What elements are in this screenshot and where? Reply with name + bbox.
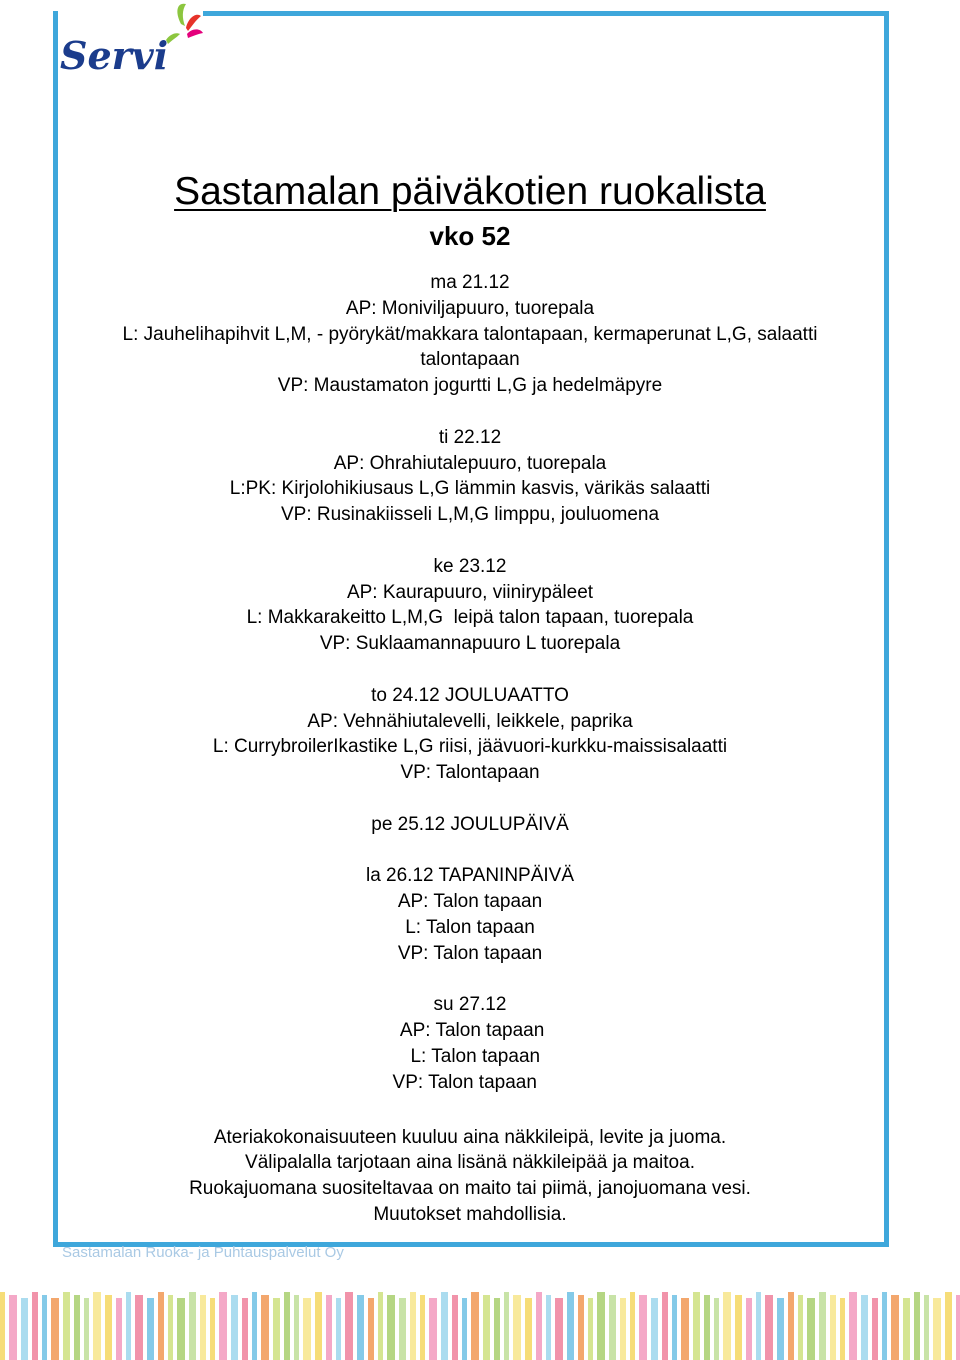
- meal-line: VP: Talontapaan: [400, 762, 540, 784]
- stripe: [546, 1295, 551, 1360]
- stripe: [471, 1292, 479, 1360]
- meal-line: VP: Talon tapaan: [392, 1071, 548, 1093]
- stripe: [387, 1295, 395, 1360]
- stripe: [368, 1298, 374, 1360]
- stripe: [168, 1295, 173, 1360]
- day-heading: ma 21.12: [430, 272, 510, 293]
- stripe: [639, 1295, 647, 1360]
- note-line: Ateriakokonaisuuteen kuuluu aina näkkileipä, levite ja juoma.: [213, 1126, 727, 1148]
- stripe: [84, 1298, 89, 1360]
- stripe: [746, 1298, 752, 1360]
- stripe: [494, 1298, 500, 1360]
- week-number: vko 52: [429, 221, 511, 251]
- stripe: [756, 1292, 761, 1360]
- stripe: [105, 1295, 112, 1360]
- day-section: [63, 683, 877, 786]
- stripe: [315, 1292, 322, 1360]
- stripe: [273, 1298, 280, 1360]
- stripe: [32, 1292, 38, 1360]
- day-heading: ke 23.12: [433, 555, 507, 577]
- day-section: [63, 554, 877, 657]
- stripe: [578, 1295, 584, 1360]
- stripe: [597, 1292, 605, 1360]
- stripe: [326, 1295, 332, 1360]
- stripe: [336, 1298, 341, 1360]
- stripe: [0, 1292, 5, 1360]
- stripe: [74, 1295, 80, 1360]
- meal-line: L: CurrybroilerIkastike L,G riisi, jäävuori-kurkku-maissisalaatti: [212, 736, 728, 758]
- meal-line: VP: Maustamaton jogurtti L,G ja hedelmäpyre: [277, 375, 663, 397]
- stripe: [303, 1298, 311, 1360]
- day-heading: ti 22.12: [438, 426, 502, 448]
- stripe: [63, 1292, 70, 1360]
- stripe: [840, 1298, 845, 1360]
- stripe: [849, 1292, 857, 1360]
- stripe: [177, 1298, 185, 1360]
- stripe: [345, 1292, 353, 1360]
- stripe: [452, 1295, 458, 1360]
- stripe: [723, 1292, 731, 1360]
- decorative-stripes: [0, 1292, 960, 1360]
- stripe: [525, 1298, 532, 1360]
- day-heading: pe 25.12 JOULUPÄIVÄ: [371, 813, 569, 835]
- stripe: [630, 1292, 635, 1360]
- day-list: [63, 270, 877, 1096]
- day-heading: su 27.12: [433, 994, 507, 1016]
- stripe: [788, 1292, 794, 1360]
- stripe: [51, 1298, 59, 1360]
- day-section: [63, 270, 877, 399]
- stripe: [399, 1298, 406, 1360]
- day-heading: la 26.12 TAPANINPÄIVÄ: [365, 865, 575, 887]
- footer-company-name: Sastamalan Ruoka- ja Puhtauspalvelut Oy: [62, 1244, 344, 1261]
- stripe: [504, 1292, 509, 1360]
- meal-line: AP: Vehnähiutalevelli, leikkele, paprika: [307, 710, 633, 732]
- stripe: [693, 1292, 700, 1360]
- stripe: [357, 1295, 364, 1360]
- stripe: [798, 1295, 803, 1360]
- stripe: [609, 1295, 616, 1360]
- note-line: Muutokset mahdollisia.: [373, 1203, 567, 1225]
- stripe: [882, 1292, 887, 1360]
- stripe: [861, 1295, 868, 1360]
- note-line: Välipalalla tarjotaan aina lisänä näkkileipää ja maitoa.: [245, 1152, 695, 1174]
- stripe: [231, 1295, 238, 1360]
- stripe: [714, 1298, 719, 1360]
- stripe: [672, 1295, 677, 1360]
- day-section: [63, 863, 877, 966]
- meal-line: VP: Talon tapaan: [397, 942, 543, 964]
- stripe: [93, 1292, 101, 1360]
- stripe: [116, 1298, 122, 1360]
- stripe: [651, 1298, 658, 1360]
- meal-line: VP: Suklaamannapuuro L tuorepala: [319, 633, 621, 655]
- stripe: [410, 1292, 416, 1360]
- meal-line: AP: Talon tapaan: [397, 891, 543, 913]
- stripe: [200, 1295, 206, 1360]
- day-section: [63, 425, 877, 528]
- stripe: [588, 1298, 593, 1360]
- stripe: [807, 1298, 815, 1360]
- meal-line: AP: Moniviljapuuro, tuorepala: [345, 297, 595, 319]
- stripe: [158, 1292, 164, 1360]
- meal-line: AP: Kaurapuuro, viinirypäleet: [346, 581, 594, 603]
- stripe: [441, 1292, 448, 1360]
- stripe: [462, 1298, 467, 1360]
- note-line: Ruokajuomana suositeltavaa on maito tai piimä, janojuomana vesi.: [189, 1178, 751, 1200]
- stripe: [872, 1298, 878, 1360]
- stripe: [429, 1298, 437, 1360]
- stripe: [903, 1298, 910, 1360]
- stripe: [483, 1295, 490, 1360]
- meal-line: L: Talon tapaan: [399, 1045, 541, 1067]
- meal-line: talontapaan: [420, 349, 520, 371]
- stripe: [135, 1295, 143, 1360]
- stripe: [704, 1295, 710, 1360]
- meal-line: L: Makkarakeitto L,M,G leipä talon tapaan, tuorepala: [246, 607, 694, 629]
- meal-line: L:PK: Kirjolohikiusaus L,G lämmin kasvis, värikäs salaatti: [229, 478, 711, 500]
- stripe: [933, 1298, 941, 1360]
- menu-content: [63, 168, 877, 1228]
- stripe: [420, 1295, 425, 1360]
- stripe: [126, 1292, 131, 1360]
- meal-line: AP: Talon tapaan: [395, 1020, 545, 1042]
- stripe: [956, 1295, 960, 1360]
- logo-text: Servi: [60, 33, 169, 78]
- stripe: [735, 1295, 742, 1360]
- stripe: [252, 1292, 257, 1360]
- stripe: [620, 1298, 626, 1360]
- stripe: [21, 1298, 28, 1360]
- stripe: [378, 1292, 383, 1360]
- meal-line: L: Talon tapaan: [405, 916, 535, 938]
- day-heading: to 24.12 JOULUAATTO: [371, 684, 569, 706]
- meal-line: L: Jauhelihapihvit L,M, - pyörykät/makkara talontapaan, kermaperunat L,G, salaatti: [122, 323, 818, 345]
- stripe: [219, 1292, 227, 1360]
- stripe: [294, 1295, 299, 1360]
- day-section: [63, 812, 877, 838]
- stripe: [777, 1298, 784, 1360]
- meal-line: VP: Rusinakiisseli L,M,G limppu, jouluomena: [280, 504, 660, 526]
- stripe: [914, 1292, 920, 1360]
- meal-line: AP: Ohrahiutalepuuro, tuorepala: [333, 452, 607, 474]
- stripe: [662, 1292, 668, 1360]
- stripe: [513, 1295, 521, 1360]
- stripe: [924, 1295, 929, 1360]
- stripe: [830, 1295, 836, 1360]
- servi-logo: [58, 0, 203, 90]
- menu-notes: [63, 1125, 877, 1228]
- stripe: [567, 1292, 574, 1360]
- stripe: [891, 1295, 899, 1360]
- stripe: [210, 1298, 215, 1360]
- stripe: [42, 1295, 47, 1360]
- stripe: [681, 1298, 689, 1360]
- day-section: [63, 992, 877, 1095]
- stripe: [189, 1292, 196, 1360]
- stripe: [147, 1298, 154, 1360]
- stripe: [945, 1292, 952, 1360]
- stripe: [819, 1292, 826, 1360]
- stripe: [536, 1292, 542, 1360]
- stripe: [765, 1295, 773, 1360]
- stripe: [284, 1292, 290, 1360]
- stripe: [261, 1295, 269, 1360]
- stripe: [242, 1298, 248, 1360]
- stripe: [9, 1295, 17, 1360]
- page-title: Sastamalan päiväkotien ruokalista: [174, 170, 766, 213]
- stripe: [555, 1298, 563, 1360]
